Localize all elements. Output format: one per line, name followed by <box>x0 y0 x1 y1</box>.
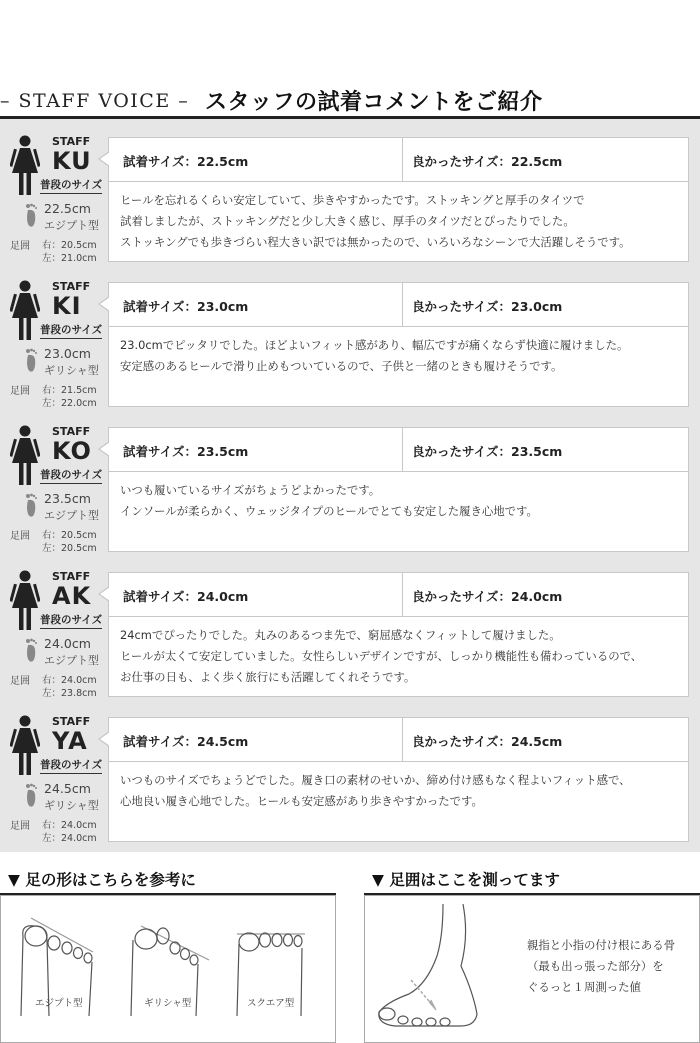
speech-arrow-fill <box>100 442 110 456</box>
comment-line: 心地良い履き心地でした。ヒールも安定感があり歩きやすかったです。 <box>120 794 483 808</box>
foot-girth-title: ▼ 足囲はここを測ってます <box>372 871 560 889</box>
speech-arrow-fill <box>100 587 110 601</box>
comment-card <box>108 282 689 407</box>
foot-icon <box>24 202 38 228</box>
header-divider <box>402 573 403 617</box>
comment-line: いつも履いているサイズがちょうどよかったです。 <box>120 483 381 497</box>
girth-left-value: 21.0cm <box>61 253 97 264</box>
comment-line: 安定感のあるヒールで滑り止めもついているので、子供と一緒のときも履けそうです。 <box>120 359 563 373</box>
person-icon <box>10 425 40 487</box>
usual-size-label: 普段のサイズ <box>40 757 102 774</box>
staff-label: STAFF <box>52 570 91 583</box>
section-header <box>0 84 700 116</box>
foot-type-caption: ギリシャ型 <box>144 998 192 1009</box>
foot-type: エジプト型 <box>44 509 99 522</box>
girth-left-label: 左： <box>42 688 62 699</box>
girth-right <box>42 672 97 686</box>
header-divider <box>402 428 403 472</box>
speech-arrow-fill <box>100 152 110 166</box>
staff-label: STAFF <box>52 135 91 148</box>
speech-arrow-fill <box>100 297 110 311</box>
comment-line: インソールが柔らかく、ウェッジタイプのヒールでとても安定した履き心地です。 <box>120 504 538 518</box>
girth-left <box>42 395 97 409</box>
comment-line: 24cmでぴったりでした。丸みのあるつま先で、窮屈感なくフィットして履けました。 <box>120 628 561 642</box>
foot-type: ギリシャ型 <box>44 799 99 812</box>
good-size: 良かったサイズ：24.5cm <box>412 734 563 749</box>
staff-list <box>0 119 700 852</box>
tried-size: 試着サイズ：24.0cm <box>123 589 249 604</box>
usual-size-label: 普段のサイズ <box>40 467 102 484</box>
person-icon <box>10 280 40 342</box>
girth-left-value: 20.5cm <box>61 543 97 554</box>
girth-label: 足囲 <box>10 531 30 542</box>
girth-right-value: 20.5cm <box>61 530 97 541</box>
staff-initials: YA <box>52 727 88 755</box>
foot-type: エジプト型 <box>44 219 99 232</box>
girth-description-line: ぐるっと１周測った値 <box>527 980 641 994</box>
card-header <box>109 138 688 182</box>
header-divider <box>402 138 403 182</box>
girth-left <box>42 830 97 844</box>
card-header <box>109 428 688 472</box>
person-icon <box>10 135 40 197</box>
comment-line: ストッキングでも歩きづらい程大きい訳では無かったので、いろいろなシーンで大活躍しそうです。 <box>120 235 631 249</box>
girth-left <box>42 540 97 554</box>
foot-type-caption: スクエア型 <box>247 998 295 1009</box>
staff-initials: KI <box>52 292 82 320</box>
foot-icon <box>24 637 38 663</box>
foot-shape-title: ▼ 足の形はこちらを参考に <box>8 871 196 889</box>
girth-right-label: 右： <box>42 675 62 686</box>
foot-icon <box>24 492 38 518</box>
girth-right-value: 24.0cm <box>61 820 97 831</box>
girth-label: 足囲 <box>10 676 30 687</box>
usual-size-value: 22.5cm <box>44 201 91 216</box>
girth-description-line: （最も出っ張った部分）を <box>527 959 664 973</box>
card-header <box>109 283 688 327</box>
foot-type-caption: エジプト型 <box>35 998 83 1009</box>
header-divider <box>402 283 403 327</box>
staff-row <box>0 554 700 699</box>
girth-left-label: 左： <box>42 253 62 264</box>
staff-label: STAFF <box>52 715 91 728</box>
comment-card <box>108 137 689 262</box>
usual-size-label: 普段のサイズ <box>40 322 102 339</box>
foot-icon <box>24 347 38 373</box>
comment-text <box>120 190 685 253</box>
staff-initials: KO <box>52 437 92 465</box>
comment-card <box>108 717 689 842</box>
person-icon <box>10 570 40 632</box>
girth-right-label: 右： <box>42 820 62 831</box>
girth-right-label: 右： <box>42 385 62 396</box>
girth-left-label: 左： <box>42 543 62 554</box>
person-icon <box>10 715 40 777</box>
girth-left-label: 左： <box>42 398 62 409</box>
girth-left-label: 左： <box>42 833 62 844</box>
staff-row <box>0 699 700 844</box>
comment-text <box>120 480 685 522</box>
section-title-en: – STAFF VOICE – <box>0 90 190 112</box>
comment-card <box>108 427 689 552</box>
girth-left-value: 22.0cm <box>61 398 97 409</box>
girth-right <box>42 527 97 541</box>
tried-size: 試着サイズ：23.0cm <box>123 299 249 314</box>
girth-right <box>42 382 97 396</box>
usual-size-value: 23.5cm <box>44 491 91 506</box>
card-header <box>109 718 688 762</box>
good-size: 良かったサイズ：23.5cm <box>412 444 563 459</box>
comment-line: ヒールが太くて安定していました。女性らしいデザインですが、しっかり機能性も備わっているので、 <box>120 649 643 663</box>
comment-text <box>120 625 685 688</box>
comment-line: ヒールを忘れるくらい安定していて、歩きやすかったです。ストッキングと厚手のタイツで <box>120 193 585 207</box>
staff-row <box>0 409 700 554</box>
comment-line: お仕事の日も、よく歩く旅行にも活躍してくれそうです。 <box>120 670 416 684</box>
good-size: 良かったサイズ：23.0cm <box>412 299 563 314</box>
girth-right <box>42 817 97 831</box>
foot-shape-panel <box>0 895 336 1043</box>
comment-line: 試着しましたが、ストッキングだと少し大きく感じ、厚手のタイツだとぴったりでした。 <box>120 214 575 228</box>
section-title-jp: スタッフの試着コメントをご紹介 <box>205 90 543 115</box>
staff-label: STAFF <box>52 425 91 438</box>
usual-size-value: 24.5cm <box>44 781 91 796</box>
staff-label: STAFF <box>52 280 91 293</box>
comment-text <box>120 770 685 812</box>
girth-description-line: 親指と小指の付け根にある骨 <box>527 938 676 952</box>
girth-right-label: 右： <box>42 240 62 251</box>
girth-right-value: 20.5cm <box>61 240 97 251</box>
comment-line: いつものサイズでちょうどでした。履き口の素材のせいか、締め付け感もなく程よいフィット感で、 <box>120 773 631 787</box>
tried-size: 試着サイズ：24.5cm <box>123 734 249 749</box>
girth-right-label: 右： <box>42 530 62 541</box>
usual-size-value: 24.0cm <box>44 636 91 651</box>
header-divider <box>402 718 403 762</box>
foot-girth-illustration <box>365 896 525 1042</box>
staff-row <box>0 264 700 409</box>
speech-arrow-fill <box>100 732 110 746</box>
girth-left-value: 24.0cm <box>61 833 97 844</box>
comment-text <box>120 335 685 377</box>
usual-size-value: 23.0cm <box>44 346 91 361</box>
girth-left <box>42 685 97 699</box>
girth-right-value: 24.0cm <box>61 675 97 686</box>
usual-size-label: 普段のサイズ <box>40 612 102 629</box>
good-size: 良かったサイズ：24.0cm <box>412 589 563 604</box>
good-size: 良かったサイズ：22.5cm <box>412 154 563 169</box>
foot-type: ギリシャ型 <box>44 364 99 377</box>
girth-label: 足囲 <box>10 241 30 252</box>
girth-label: 足囲 <box>10 386 30 397</box>
foot-girth-panel <box>364 895 700 1043</box>
staff-initials: AK <box>52 582 92 610</box>
comment-card <box>108 572 689 697</box>
girth-label: 足囲 <box>10 821 30 832</box>
staff-row <box>0 119 700 264</box>
comment-line: 23.0cmでピッタリでした。ほどよいフィット感があり、幅広ですが痛くならず快適に履けました。 <box>120 338 629 352</box>
girth-left <box>42 250 97 264</box>
foot-shapes-illustration <box>1 896 335 1042</box>
girth-left-value: 23.8cm <box>61 688 97 699</box>
foot-type: エジプト型 <box>44 654 99 667</box>
card-header <box>109 573 688 617</box>
girth-right-value: 21.5cm <box>61 385 97 396</box>
tried-size: 試着サイズ：22.5cm <box>123 154 249 169</box>
foot-icon <box>24 782 38 808</box>
girth-right <box>42 237 97 251</box>
tried-size: 試着サイズ：23.5cm <box>123 444 249 459</box>
staff-initials: KU <box>52 147 92 175</box>
usual-size-label: 普段のサイズ <box>40 177 102 194</box>
